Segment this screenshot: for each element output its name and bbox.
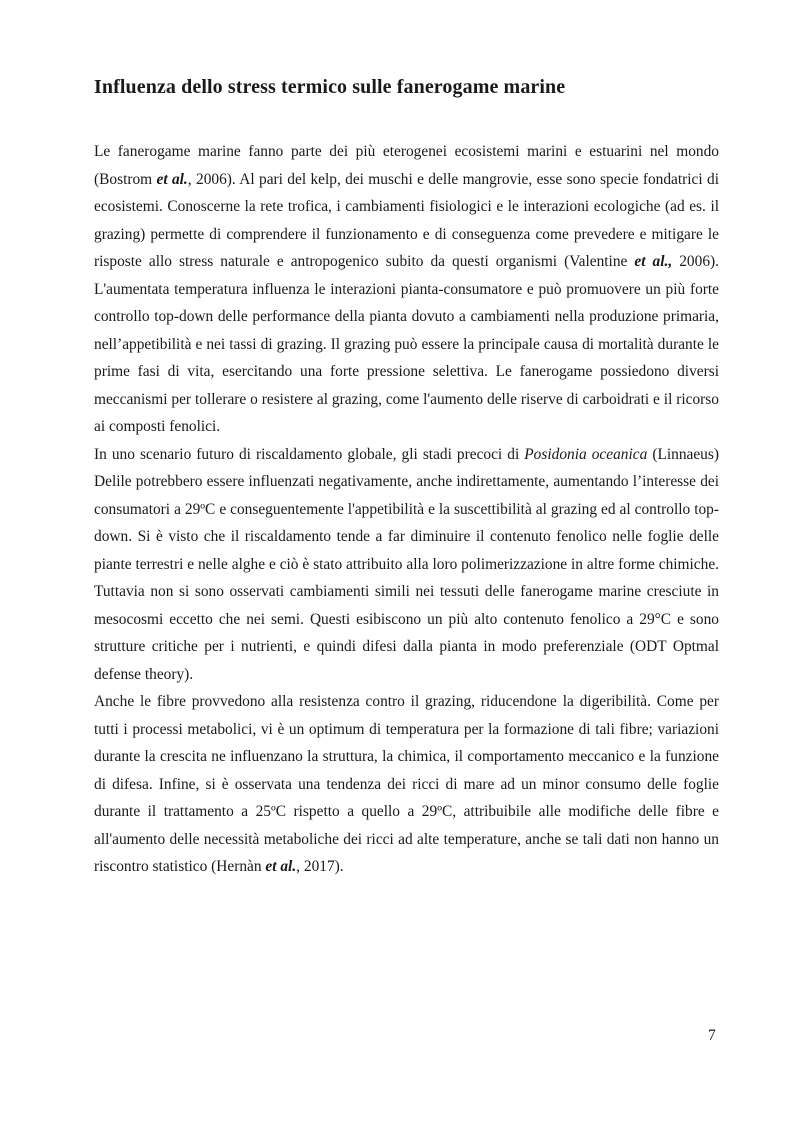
citation-et-al: et al. (156, 170, 188, 188)
paragraph-1 (94, 138, 719, 441)
text-run: (Linnaeus) Delile potrebbero essere influenzati negativamente, anche indirettamente, aumentando l’interesse dei consumatori a 29ºC e conseguentemente l'appetibilità e la suscettibilità al grazing ed al controllo top-down. Si è visto che il riscaldamento tende a far diminuire il contenuto fenolico nelle foglie delle piante terrestri e nelle alghe e ciò è stato attribuito alla loro polimerizzazione in altre forme chimiche. Tuttavia non si sono osservati cambiamenti simili nei tessuti delle fanerogame marine cresciute in mesocosmi eccetto che nei semi. Questi esibiscono un più alto contenuto fenolico a 29°C e sono strutture critiche per i nutrienti, e quindi difesi dalla pianta in modo preferenziale (ODT Optmal defense theory). (94, 445, 719, 683)
page-title: Influenza dello stress termico sulle fanerogame marine (94, 76, 566, 98)
citation-et-al: et al., (634, 253, 673, 270)
paragraph-3 (94, 688, 719, 881)
text-run: , 2006). Al pari del kelp, dei muschi e delle mangrovie, esse sono specie fondatrici di ecosistemi. Conoscerne la rete trofica, i cambiamenti fisiologici e le interazioni ecologiche (ad es. il grazing) permette di comprendere il funzionamento e di conseguenza come prevedere e mitigare le risposte allo stress naturale e antropogenico subito da questi organismi (Valentine (94, 170, 719, 270)
paragraph-2 (94, 441, 719, 689)
text-run: In uno scenario futuro di riscaldamento globale, gli stadi precoci di (94, 445, 525, 463)
text-run: Le fanerogame marine fanno parte dei più eterogenei ecosistemi marini e estuarini nel mondo (Bostrom (94, 143, 719, 188)
text-run: , 2017). (296, 858, 344, 875)
citation-et-al: et al. (265, 858, 297, 875)
text-run: Anche le fibre provvedono alla resistenza contro il grazing, riducendone la digeribilità. Come per tutti i processi metabolici, vi è un optimum di temperatura per la formazione di tali fibre; variazioni durante la crescita ne influenzano la struttura, la chimica, il comportamento meccanico e la funzione di difesa. Infine, si è osservata una tendenza dei ricci di mare ad un minor consumo delle foglie durante il trattamento a 25ºC rispetto a quello a 29ºC, attribuibile alle modifiche delle fibre e all'aumento delle necessità metaboliche dei ricci ad alte temperature, anche se tali dati non hanno un riscontro statistico (Hernàn (94, 693, 719, 875)
text-run: 2006). L'aumentata temperatura influenza le interazioni pianta-consumatore e può promuovere un più forte controllo top-down delle performance della pianta dovuto a cambiamenti nella produzione primaria, nell’appetibilità e nei tassi di grazing. Il grazing può essere la principale causa di mortalità durante le prime fasi di vita, esercitando una forte pressione selettiva. Le fanerogame possiedono diversi meccanismi per tollerare o resistere al grazing, come l'aumento delle riserve di carboidrati e il ricorso ai composti fenolici. (94, 253, 719, 435)
page-number: 7 (708, 1027, 716, 1044)
species-name: Posidonia oceanica (524, 445, 648, 463)
body-text (94, 138, 719, 881)
